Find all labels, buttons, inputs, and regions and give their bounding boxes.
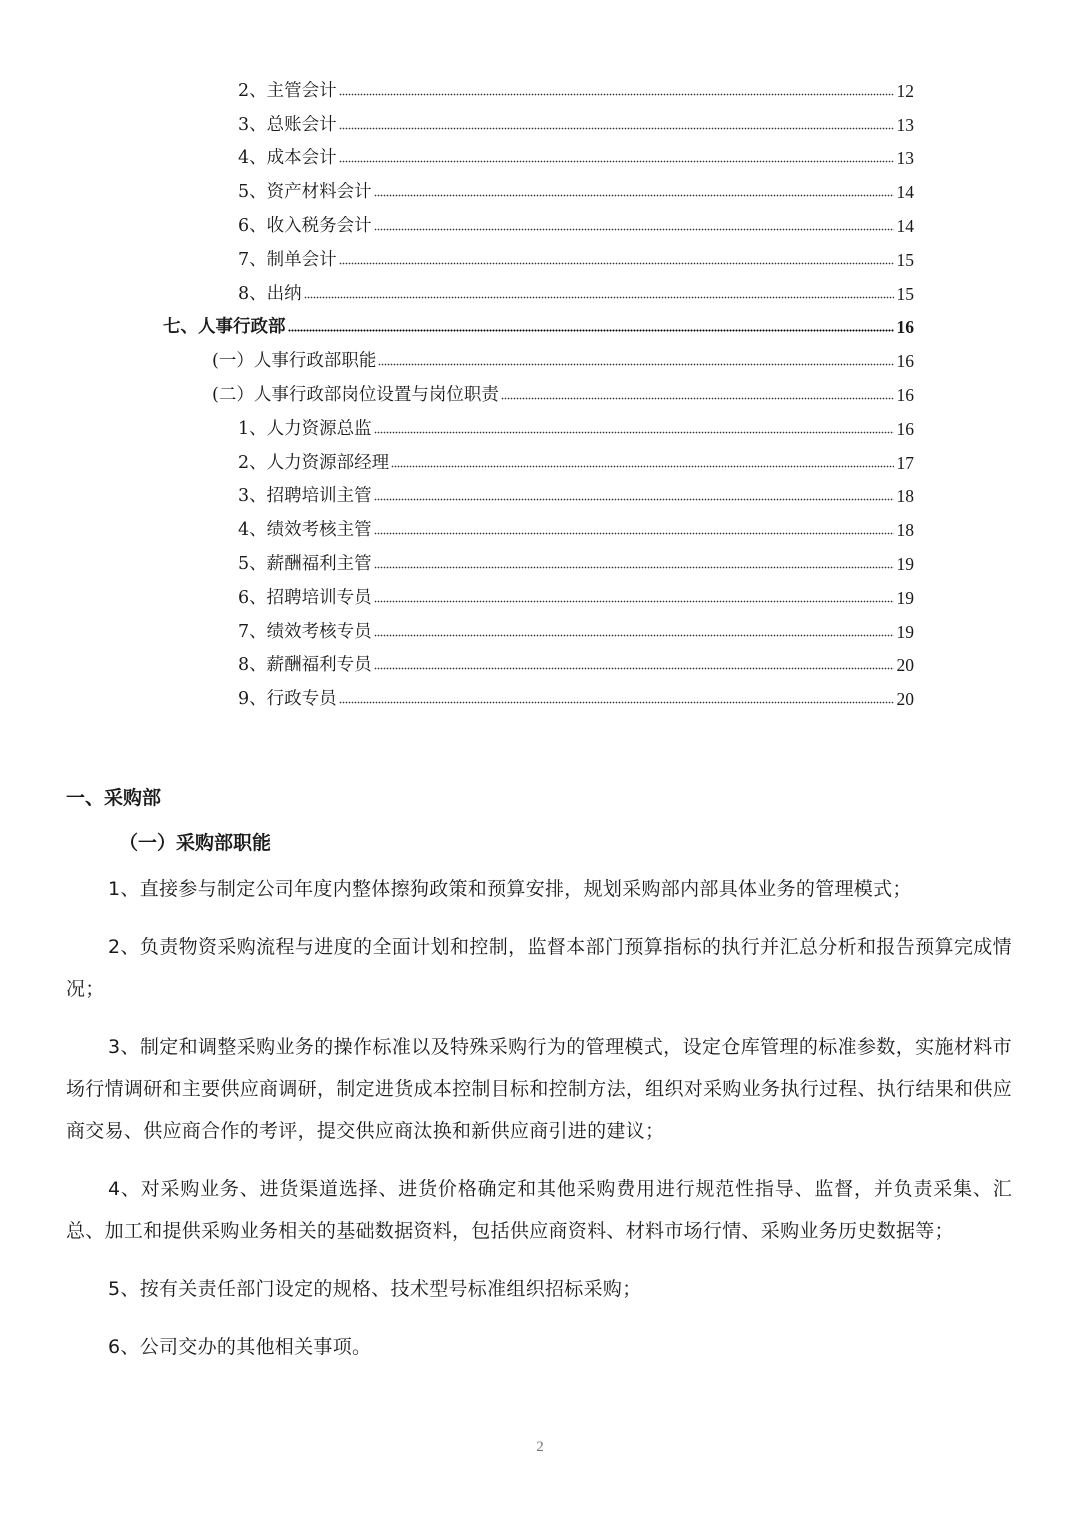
toc-dot-leader <box>374 194 894 199</box>
toc-entry-page: 16 <box>896 317 914 338</box>
page-number: 2 <box>536 1439 544 1455</box>
toc-entry-page: 14 <box>896 182 914 203</box>
toc-dot-leader <box>339 701 894 706</box>
toc-entry-label: 8、薪酬福利专员 <box>238 655 372 676</box>
toc-entry[interactable] <box>238 507 914 541</box>
paragraph-list <box>66 868 1012 1368</box>
toc-entry-label: 3、招聘培训主管 <box>238 486 372 507</box>
toc-entry-page: 13 <box>896 114 914 135</box>
toc-entry[interactable] <box>238 237 914 271</box>
toc-entry[interactable] <box>238 575 914 609</box>
toc-dot-leader <box>501 397 894 402</box>
toc-entry-page: 15 <box>896 249 914 270</box>
toc-entry[interactable] <box>238 203 914 237</box>
toc-entry-page: 20 <box>896 655 914 676</box>
toc-entry-label: 8、出纳 <box>238 283 302 304</box>
paragraph: 1、直接参与制定公司年度内整体擦狗政策和预算安排，规划采购部内部具体业务的管理模式； <box>108 878 912 900</box>
toc-entry[interactable] <box>212 372 914 406</box>
toc-entry[interactable] <box>238 440 914 474</box>
toc-dot-leader <box>339 160 894 165</box>
toc-entry-label: 7、制单会计 <box>238 249 337 270</box>
toc-entry-page: 16 <box>896 351 914 372</box>
toc-entry-label: 7、绩效考核专员 <box>238 621 372 642</box>
toc-entry[interactable] <box>238 406 914 440</box>
table-of-contents <box>0 68 1080 710</box>
toc-entry-page: 13 <box>896 148 914 169</box>
toc-entry-page: 16 <box>896 384 914 405</box>
toc-entry-label: 4、绩效考核主管 <box>238 520 372 541</box>
toc-entry-label: 4、成本会计 <box>238 148 337 169</box>
toc-entry-label: (二）人事行政部岗位设置与岗位职责 <box>212 384 499 405</box>
toc-dot-leader <box>339 127 894 132</box>
toc-entry[interactable] <box>212 338 914 372</box>
toc-entry[interactable] <box>238 676 914 710</box>
toc-entry-label: 七、人事行政部 <box>163 317 286 338</box>
toc-entry-label: 6、招聘培训专员 <box>238 587 372 608</box>
document-body <box>66 778 1012 1384</box>
paragraph: 5、按有关责任部门设定的规格、技术型号标准组织招标采购； <box>108 1278 642 1300</box>
toc-entry[interactable] <box>238 169 914 203</box>
section-title: 一、采购部 <box>66 787 162 809</box>
toc-entry[interactable] <box>238 643 914 677</box>
toc-entry[interactable] <box>238 541 914 575</box>
toc-entry-label: 6、收入税务会计 <box>238 215 372 236</box>
toc-dot-leader <box>374 498 894 503</box>
toc-entry-page: 16 <box>896 418 914 439</box>
toc-entry[interactable] <box>238 136 914 170</box>
toc-dot-leader <box>374 667 894 672</box>
toc-entry-label: 1、人力资源总监 <box>238 418 372 439</box>
toc-entry-page: 15 <box>896 283 914 304</box>
toc-entry-page: 14 <box>896 215 914 236</box>
toc-entry-label: 5、资产材料会计 <box>238 182 372 203</box>
toc-entry-page: 18 <box>896 486 914 507</box>
toc-entry[interactable] <box>163 305 914 339</box>
toc-entry-label: 2、人力资源部经理 <box>238 452 390 473</box>
paragraph: 4、对采购业务、进货渠道选择、进货价格确定和其他采购费用进行规范性指导、监督，并负责采集、汇总、加工和提供采购业务相关的基础数据资料，包括供应商资料、材料市场行情、采购业务历史数据等； <box>66 1178 1012 1242</box>
toc-entry-page: 20 <box>896 689 914 710</box>
section-subtitle: （一）采购部职能 <box>119 832 272 854</box>
toc-entry[interactable] <box>238 68 914 102</box>
toc-entry[interactable] <box>238 474 914 508</box>
toc-entry-label: 3、总账会计 <box>238 114 337 135</box>
toc-entry-page: 19 <box>896 621 914 642</box>
toc-entry[interactable] <box>238 271 914 305</box>
toc-entry-page: 17 <box>896 452 914 473</box>
toc-dot-leader <box>374 431 894 436</box>
toc-entry-page: 12 <box>896 80 914 101</box>
toc-dot-leader <box>288 329 894 334</box>
toc-entry-page: 19 <box>896 553 914 574</box>
paragraph: 2、负责物资采购流程与进度的全面计划和控制，监督本部门预算指标的执行并汇总分析和报告预算完成情况； <box>66 936 1012 1000</box>
toc-entry[interactable] <box>238 102 914 136</box>
toc-dot-leader <box>374 600 894 605</box>
toc-dot-leader <box>374 532 894 537</box>
toc-entry-label: 9、行政专员 <box>238 689 337 710</box>
toc-dot-leader <box>374 228 894 233</box>
toc-dot-leader <box>304 296 894 301</box>
toc-dot-leader <box>374 566 894 571</box>
toc-dot-leader <box>339 93 894 98</box>
toc-dot-leader <box>391 465 893 470</box>
toc-entry[interactable] <box>238 609 914 643</box>
toc-entry-page: 18 <box>896 520 914 541</box>
paragraph: 3、制定和调整采购业务的操作标准以及特殊采购行为的管理模式，设定仓库管理的标准参数，实施材料市场行情调研和主要供应商调研，制定进货成本控制目标和控制方法，组织对采购业务执行过程、执行结果和供应商交易、供应商合作的考评，提交供应商汰换和新供应商引进的建议； <box>66 1036 1012 1142</box>
paragraph: 6、公司交办的其他相关事项。 <box>108 1336 372 1358</box>
toc-dot-leader <box>339 262 894 267</box>
toc-entry-label: (一）人事行政部职能 <box>212 351 377 372</box>
toc-dot-leader <box>374 634 894 639</box>
toc-entry-page: 19 <box>896 587 914 608</box>
toc-entry-label: 2、主管会计 <box>238 80 337 101</box>
toc-entry-label: 5、薪酬福利主管 <box>238 553 372 574</box>
toc-dot-leader <box>378 363 893 368</box>
